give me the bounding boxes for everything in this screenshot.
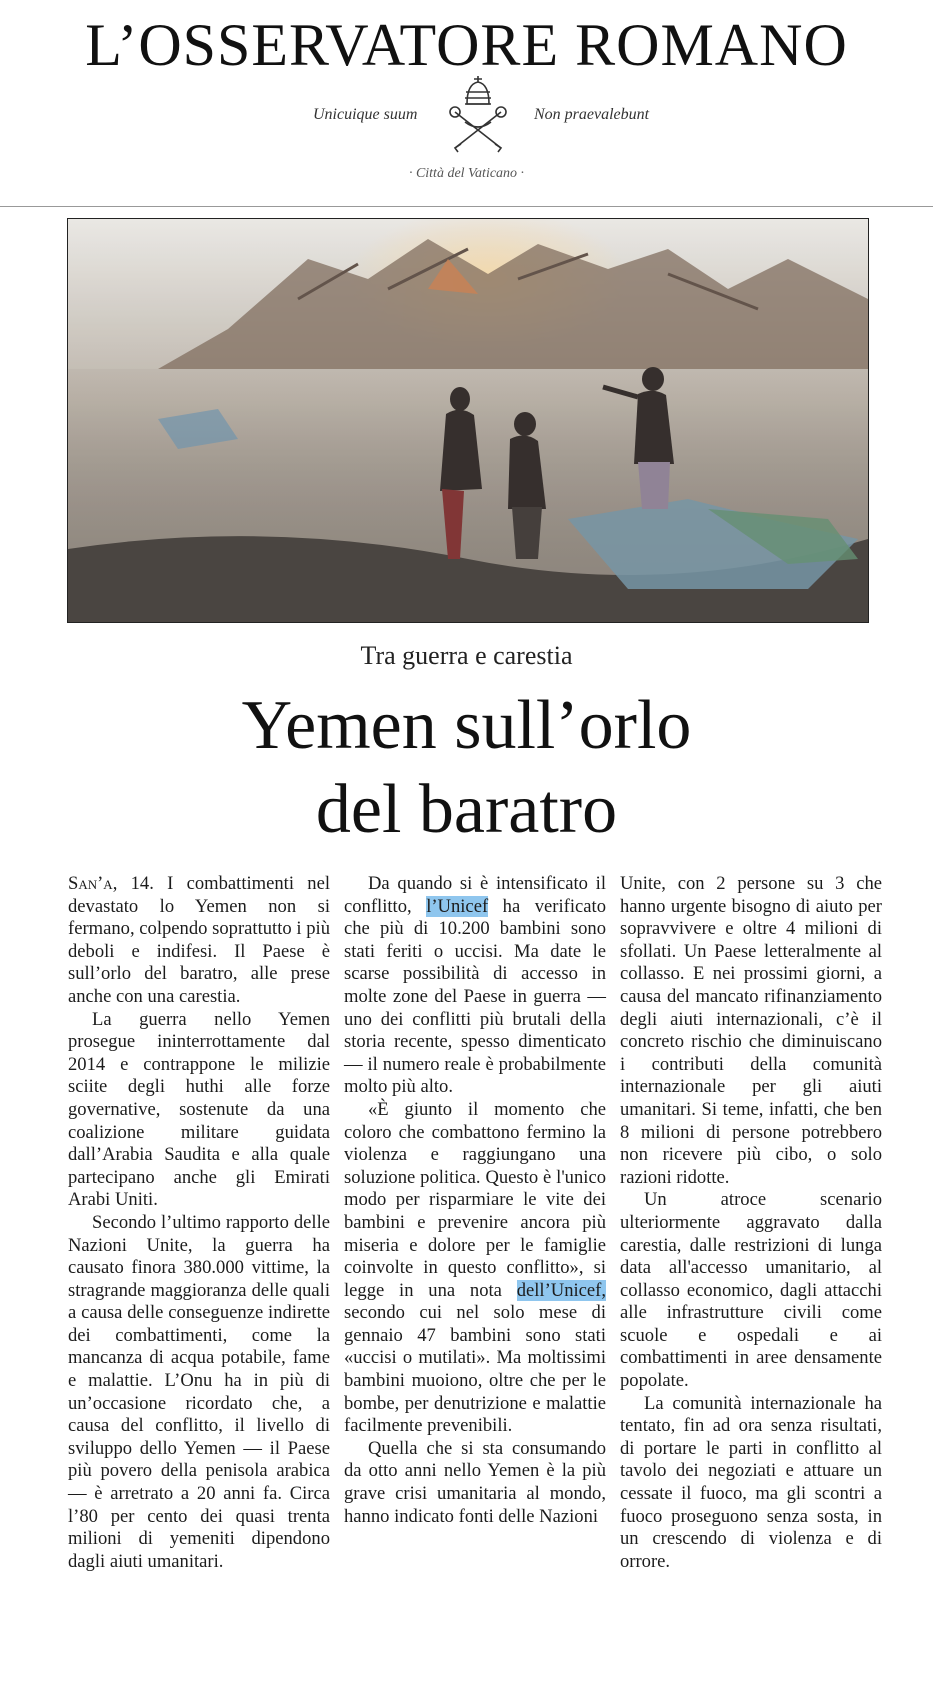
motto-left: Unicuique suum bbox=[313, 106, 418, 123]
motto-right: Non praevalebunt bbox=[534, 106, 650, 123]
headline-line-2: del baratro bbox=[315, 771, 618, 848]
article-column-3 bbox=[620, 873, 882, 1573]
news-photo-rubble bbox=[67, 218, 869, 623]
paragraph: Un atroce scenario ulteriormente aggravato dalla carestia, dalle restrizioni di lunga data all'accesso umanitario, al collasso economico, dagli attacchi alle infrastrutture civili come scuole e ospedali e ai combattimenti in aree densamente popolate. bbox=[620, 1189, 882, 1392]
paragraph-text: Da quando si è intensificato il conflitto, bbox=[344, 873, 606, 917]
article-headline bbox=[0, 684, 933, 852]
dateline: San’a bbox=[68, 873, 113, 894]
paragraph bbox=[68, 873, 330, 1009]
article-column-2 bbox=[344, 873, 606, 1528]
paragraph-text: «È giunto il momento che coloro che combattono fermino la violenza e raggiungano una soluzione politica. Questo è l'unico modo per risparmiare le vite dei bambini e prevenire ancora più miseria e dolore per le famiglie coinvolte in questo conflitto», si legge in una nota bbox=[344, 1098, 606, 1301]
dateline-place: · Città del Vaticano · bbox=[408, 166, 525, 181]
masthead bbox=[0, 0, 933, 208]
article-kicker: Tra guerra e carestia bbox=[360, 641, 573, 670]
paragraph bbox=[344, 1099, 606, 1438]
paragraph: Unite, con 2 persone su 3 che hanno urgente bisogno di aiuto per sopravvivere e oltre 4 milioni di sfollati. Un Paese letteralmente al collasso. E nei prossimi giorni, a causa del mancato rifinanziamento degli aiuti internazionali, c’è il concreto rischio che diminuiscano i contributi della comunità internazionale per gli aiuti umanitari. Si teme, infatti, che ben 8 milioni di persone potrebbero non ricevere più cibo, o solo razioni ridotte. bbox=[620, 873, 882, 1188]
paragraph: La guerra nello Yemen prosegue ininterrottamente dal 2014 e contrappone le milizie sciite degli huthi alle forze governative, sostenute da una coalizione militare guidata dall’Arabia Saudita e alla quale partecipano anche gli Emirati Arabi Uniti. bbox=[68, 1008, 330, 1211]
paragraph-text: secondo cui nel solo mese di gennaio 47 bambini sono stati «uccisi o mutilati». Ma moltissimi bambini muoiono, oltre che per le bombe, per denutrizione e malattie facilmente prevenibili. bbox=[344, 1302, 606, 1437]
newspaper-title: L’OSSERVATORE ROMANO bbox=[85, 12, 848, 78]
paragraph: Quella che si sta consumando da otto anni nello Yemen è la più grave crisi umanitaria al mondo, hanno indicato fonti delle Nazioni bbox=[344, 1437, 606, 1527]
highlighted-text[interactable]: dell’Unicef, bbox=[516, 1279, 606, 1301]
paragraph-text: , 14. I combattimenti nel devastato lo Yemen non si fermano, colpendo soprattutto i più deboli e indifesi. Il Paese è sull’orlo del baratro, alle prese anche con una carestia. bbox=[68, 873, 330, 1007]
masthead-rule bbox=[0, 206, 933, 207]
papal-keys-tiara-emblem-icon bbox=[443, 72, 513, 156]
paragraph bbox=[344, 873, 606, 1099]
paragraph: Secondo l’ultimo rapporto delle Nazioni Unite, la guerra ha causato finora 380.000 vittime, la stragrande maggioranza delle quali a causa delle conseguenze indirette dei combattimenti, come la mancanza di acqua potabile, fame e malattie. L’Onu ha in più di un’occasione ricordato che, a causa del conflitto, il livello di sviluppo dello Yemen — il Paese più povero della penisola arabica — è arretrato a 20 anni fa. Circa l’80 per cento dei quasi trenta milioni di yemeniti dipendono dagli aiuti umanitari. bbox=[68, 1211, 330, 1572]
article-column-1 bbox=[68, 873, 330, 1573]
headline-line-1: Yemen sull’orlo bbox=[241, 687, 692, 764]
paragraph-text: ha verificato che più di 10.200 bambini sono stati feriti o uccisi. Ma date le scarse possibilità di accesso in molte zone del Paese in guerra — uno dei conflitti più brutali della storia recente, spesso dimenticato — il numero reale è probabilmente molto più alto. bbox=[344, 895, 606, 1098]
highlighted-text[interactable]: l’Unicef bbox=[426, 895, 489, 917]
paragraph: La comunità internazionale ha tentato, fin ad ora senza risultati, di portare le parti in conflitto al tavolo dei negoziati e attuare un cessate il fuoco, ma gli scontri a fuoco proseguono senza sosta, in un crescendo di violenza e di orrore. bbox=[620, 1392, 882, 1572]
